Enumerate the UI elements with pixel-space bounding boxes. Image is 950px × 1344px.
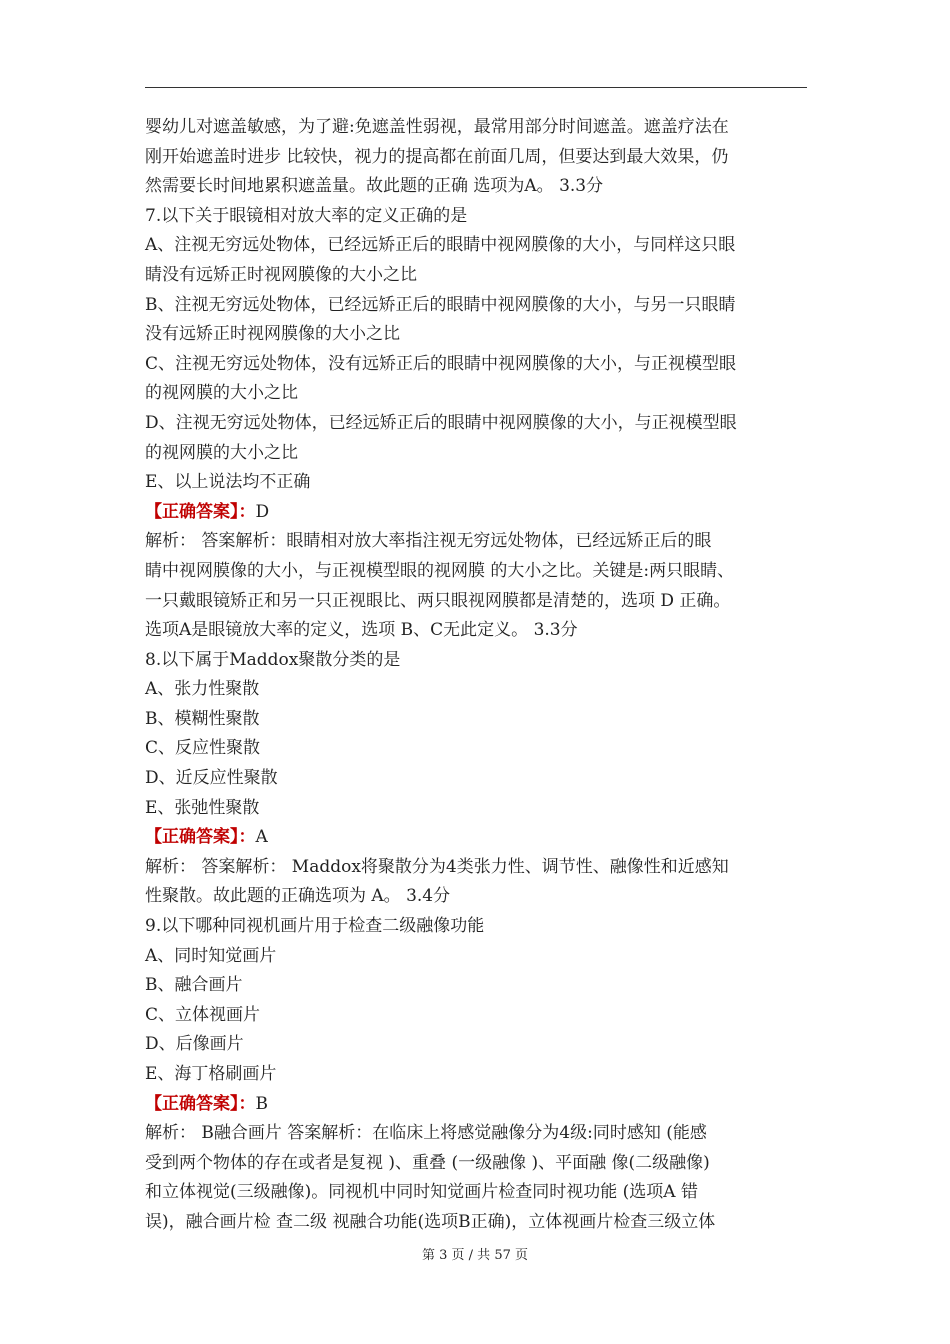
correct-answer-line bbox=[145, 498, 810, 528]
text-line: D、注视无穷远处物体，已经远矫正后的眼睛中视网膜像的大小，与正视模型眼 bbox=[145, 412, 737, 433]
correct-answer-line bbox=[145, 1090, 810, 1120]
correct-answer-label: 【正确答案】： bbox=[145, 501, 256, 522]
text-line: 解析： B融合画片 答案解析：在临床上将感觉融像分为4级:同时感知 (能感 bbox=[145, 1123, 707, 1144]
correct-answer-label: 【正确答案】： bbox=[145, 827, 256, 848]
text-line: 选项A是眼镜放大率的定义，选项 B、C无此定义。 3.3分 bbox=[145, 620, 578, 641]
text-line: 受到两个物体的存在或者是复视 )、重叠 (一级融像 )、平面融 像(二级融像) bbox=[145, 1152, 710, 1173]
text-line: 误)，融合画片检 查二级 视融合功能(选项B正确)，立体视画片检查三级立体 bbox=[145, 1211, 716, 1232]
text-line: 刚开始遮盖时进步 比较快，视力的提高都在前面几周，但要达到最大效果，仍 bbox=[145, 146, 729, 167]
text-line: 解析： 答案解析：眼睛相对放大率指注视无穷远处物体，已经远矫正后的眼 bbox=[145, 531, 712, 552]
text-line: 9.以下哪种同视机画片用于检查二级融像功能 bbox=[145, 916, 485, 937]
text-line: C、立体视画片 bbox=[145, 1004, 261, 1025]
text-line: 没有远矫正时视网膜像的大小之比 bbox=[145, 324, 400, 345]
correct-answer-line bbox=[145, 823, 810, 853]
text-line: D、后像画片 bbox=[145, 1034, 244, 1055]
correct-answer-value: A bbox=[255, 827, 268, 848]
text-line: B、模糊性聚散 bbox=[145, 708, 260, 729]
correct-answer-label: 【正确答案】： bbox=[145, 1093, 256, 1114]
text-line: 性聚散。故此题的正确选项为 A。 3.4分 bbox=[145, 886, 451, 907]
text-line: 7.以下关于眼镜相对放大率的定义正确的是 bbox=[145, 205, 468, 226]
page-body bbox=[145, 113, 810, 1238]
text-line: 睛没有远矫正时视网膜像的大小之比 bbox=[145, 264, 417, 285]
text-line: 和立体视觉(三级融像)。同视机中同时知觉画片检查同时视功能 (选项A 错 bbox=[145, 1182, 698, 1203]
text-line: B、融合画片 bbox=[145, 975, 243, 996]
text-line: A、注视无穷远处物体，已经远矫正后的眼睛中视网膜像的大小，与同样这只眼 bbox=[145, 235, 736, 256]
correct-answer-value: D bbox=[255, 501, 270, 522]
text-line: 婴幼儿对遮盖敏感，为了避:免遮盖性弱视，最常用部分时间遮盖。遮盖疗法在 bbox=[145, 117, 729, 137]
text-line: A、张力性聚散 bbox=[145, 679, 260, 700]
text-line: E、张弛性聚散 bbox=[145, 797, 260, 818]
header-rule bbox=[145, 87, 807, 88]
text-line: C、反应性聚散 bbox=[145, 738, 261, 759]
correct-answer-value: B bbox=[255, 1093, 268, 1114]
text-line: E、以上说法均不正确 bbox=[145, 472, 311, 493]
text-line: D、近反应性聚散 bbox=[145, 768, 278, 789]
text-line: B、注视无穷远处物体，已经远矫正后的眼睛中视网膜像的大小，与另一只眼睛 bbox=[145, 294, 736, 315]
text-line: 然需要长时间地累积遮盖量。故此题的正确 选项为A。 3.3分 bbox=[145, 176, 604, 197]
page-footer: 第 3 页 / 共 57 页 bbox=[422, 1248, 528, 1263]
text-line: E、海丁格刷画片 bbox=[145, 1064, 277, 1084]
text-line: 的视网膜的大小之比 bbox=[145, 442, 298, 463]
text-line: C、注视无穷远处物体，没有远矫正后的眼睛中视网膜像的大小，与正视模型眼 bbox=[145, 353, 737, 374]
text-line: A、同时知觉画片 bbox=[145, 945, 277, 966]
text-line: 解析： 答案解析： Maddox将聚散分为4类张力性、调节性、融像性和近感知 bbox=[145, 856, 729, 877]
text-line: 一只戴眼镜矫正和另一只正视眼比、两只眼视网膜都是清楚的，选项 D 正确。 bbox=[145, 590, 731, 611]
text-line: 8.以下属于Maddox聚散分类的是 bbox=[145, 649, 401, 670]
text-line: 的视网膜的大小之比 bbox=[145, 383, 298, 404]
text-line: 睛中视网膜像的大小，与正视模型眼的视网膜 的大小之比。关键是:两只眼睛、 bbox=[145, 560, 735, 581]
